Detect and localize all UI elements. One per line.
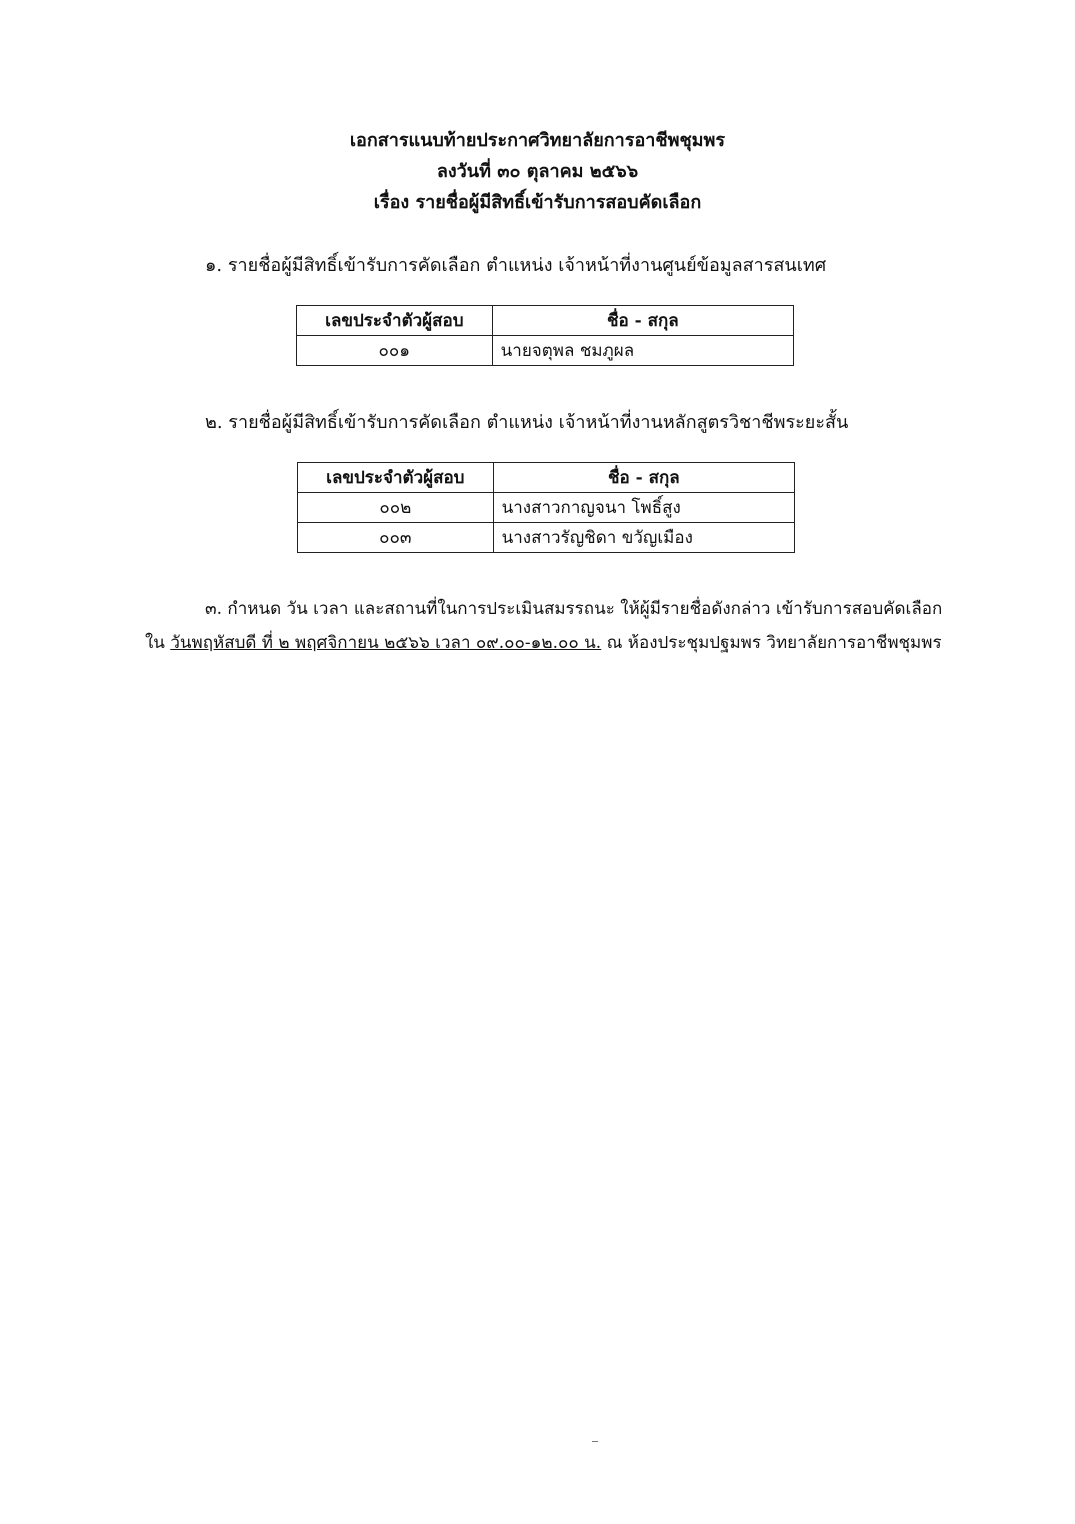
section1-title: ๑. รายชื่อผู้มีสิทธิ์เข้ารับการคัดเลือก ตำแหน่ง เจ้าหน้าที่งานศูนย์ข้อมูลสารสนเทศ [205,255,827,276]
table-row [298,523,795,553]
column-header-name: ชื่อ - สกุล [492,306,793,336]
candidate-id: ๐๐๑ [297,336,493,366]
table-row [298,493,795,523]
section1-table [296,305,794,366]
candidate-id: ๐๐๒ [298,493,494,523]
table-row [297,336,794,366]
document-header [0,125,1075,218]
candidate-id: ๐๐๓ [298,523,494,553]
table-header-row [298,463,795,493]
column-header-id: เลขประจำตัวผู้สอบ [298,463,494,493]
header-title: เอกสารแนบท้ายประกาศวิทยาลัยการอาชีพชุมพร [349,130,726,151]
section2-table [297,462,795,553]
column-header-id: เลขประจำตัวผู้สอบ [297,306,493,336]
schedule-datetime: วันพฤหัสบดี ที่ ๒ พฤศจิกายน ๒๕๖๖ เวลา ๐๙.๐๐-๑๒.๐๐ น. [170,633,602,653]
header-subject: เรื่อง รายชื่อผู้มีสิทธิ์เข้ารับการสอบคัดเลือก [373,192,702,213]
candidate-name: นางสาวรัญชิดา ขวัญเมือง [493,523,794,553]
column-header-name: ชื่อ - สกุล [493,463,794,493]
section3-schedule-line2 [145,629,942,656]
schedule-location: ณ ห้องประชุมปฐมพร วิทยาลัยการอาชีพชุมพร [601,633,942,653]
candidate-name: นายจตุพล ชมภูผล [492,336,793,366]
header-date: ลงวันที่ ๓๐ ตุลาคม ๒๕๖๖ [436,161,639,182]
page-mark [592,1441,598,1442]
table-header-row [297,306,794,336]
candidate-name: นางสาวกาญจนา โพธิ์สูง [493,493,794,523]
schedule-prefix: ใน [145,633,171,653]
section3-schedule-line1: ๓. กำหนด วัน เวลา และสถานที่ในการประเมินสมรรถนะ ให้ผู้มีรายชื่อดังกล่าว เข้ารับการสอบคัดเลือก [205,599,943,619]
section2-title: ๒. รายชื่อผู้มีสิทธิ์เข้ารับการคัดเลือก ตำแหน่ง เจ้าหน้าที่งานหลักสูตรวิชาชีพระยะสั้น [205,412,849,433]
